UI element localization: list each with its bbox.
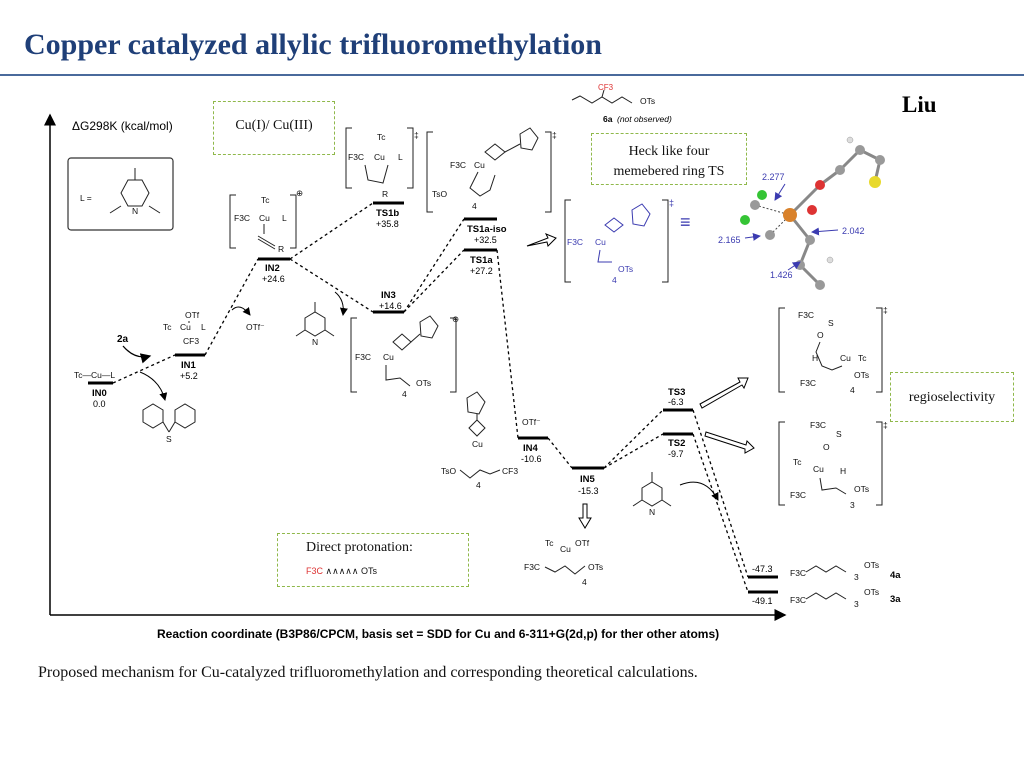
cu-oxidation-note [213, 101, 335, 155]
ts3-dagger: ‡ [883, 305, 888, 315]
ts2-f3c: F3C [810, 420, 827, 430]
in3-value: +14.6 [379, 301, 402, 311]
in2-plus: ⊕ [296, 188, 304, 198]
in3-plus: ⊕ [452, 314, 460, 324]
ts1a-iso-value: +32.5 [474, 235, 497, 245]
6a-not-observed: (not observed) [617, 114, 672, 124]
ts2-value: -9.7 [668, 449, 684, 459]
ts2-s: S [836, 429, 842, 439]
ts3-cu: Cu [840, 353, 851, 363]
heck-block-arrow [527, 234, 556, 246]
in2-value: +24.6 [262, 274, 285, 284]
in0-value: 0.0 [93, 399, 106, 409]
in2-f3c: F3C [234, 213, 251, 223]
6a-ots: OTs [640, 96, 656, 106]
ligand-def-label: L = [80, 193, 92, 203]
in1-tc: Tc [163, 322, 172, 332]
ts3-f3c-2: F3C [800, 378, 817, 388]
pyridine1-n: N [312, 337, 319, 347]
in4-name: IN4 [523, 443, 538, 454]
level-4a-value: -47.3 [752, 564, 773, 574]
in3-cu: Cu [383, 352, 394, 362]
ts3-f3c: F3C [798, 310, 815, 320]
dp-struct-ots: OTs [360, 566, 377, 576]
regioselectivity-note [890, 372, 1014, 422]
in1-otf: OTf [185, 310, 200, 320]
ts1b-l: L [398, 152, 403, 162]
in5-name: IN5 [580, 474, 595, 485]
dp-ots: OTs [588, 562, 604, 572]
heck-dagger: ‡ [669, 198, 675, 208]
p4a-label: 4a [890, 570, 901, 581]
in3-ots: OTs [416, 378, 432, 388]
reagent-2a-label: 2a [117, 334, 129, 345]
distance-1: 2.277 [762, 172, 785, 182]
heck-ots: OTs [618, 264, 634, 274]
pyridine2-n: N [649, 507, 656, 517]
ts3-tc: Tc [858, 353, 867, 363]
dibenzothiophene-structure [143, 404, 195, 432]
ts1b-value: +35.8 [376, 219, 399, 229]
in4-cu: Cu [472, 439, 483, 449]
slide-title: Copper catalyzed allylic trifluoromethylation [24, 28, 602, 61]
ts1b-r: R [382, 189, 389, 199]
6a-label: 6a [603, 114, 613, 124]
dp-struct-chain: ∧∧∧∧∧ [325, 566, 359, 576]
ts3-name: TS3 [668, 387, 686, 398]
in5-down-arrow [579, 504, 591, 528]
ts1b-f3c: F3C [348, 152, 365, 162]
in1-cu: Cu [180, 322, 191, 332]
ts3-h: H [812, 353, 819, 363]
in3-arrow [335, 292, 343, 315]
ts2-o: O [823, 442, 830, 452]
in1-value: +5.2 [180, 371, 198, 381]
ts1b-name: TS1b [376, 208, 400, 219]
ts1a-value: +27.2 [470, 266, 493, 276]
author-label: Liu [902, 92, 937, 117]
heck-equiv: ≡ [680, 212, 691, 232]
dp-cu: Cu [560, 544, 571, 554]
heck-ts-text: Heck like four memebered ring TS [613, 144, 725, 179]
dp-tc: Tc [545, 538, 554, 548]
direct-protonation-note [277, 533, 469, 587]
ts-3d-model [740, 137, 885, 290]
pyridine-structure-1 [296, 302, 334, 336]
in0-name: IN0 [92, 388, 107, 399]
y-axis-label: ΔG298K (kcal/mol) [72, 119, 173, 133]
distance-3: 2.042 [842, 226, 865, 236]
in3-name: IN3 [381, 290, 396, 301]
dp-sub4: 4 [582, 577, 587, 587]
ts2-dagger: ‡ [883, 420, 888, 430]
ts3-block-arrow [700, 378, 748, 408]
ts1b-dagger: ‡ [414, 130, 419, 140]
in1-l: L [201, 322, 206, 332]
pyridine-arrow [680, 482, 718, 500]
dp-struct-f3c: F3C [306, 566, 324, 576]
ts3-value: -6.3 [668, 397, 684, 407]
ts2-f3c-2: F3C [790, 490, 807, 500]
in3-f3c: F3C [355, 352, 372, 362]
in4-sub4: 4 [476, 480, 481, 490]
dp-f3c: F3C [524, 562, 541, 572]
ts2-sub3: 3 [850, 500, 855, 510]
p3a-sub3: 3 [854, 599, 859, 609]
ts1b-tc: Tc [377, 132, 386, 142]
ts1a-iso-name: TS1a-iso [467, 224, 507, 235]
in2-r: R [278, 244, 285, 254]
ts1a-iso-cu: Cu [474, 160, 485, 170]
in1-cf3: CF3 [183, 336, 200, 346]
6a-cf3: CF3 [598, 83, 614, 92]
reagent-arrow [123, 346, 150, 357]
ts1a-name: TS1a [470, 255, 493, 266]
p3a-label: 3a [890, 594, 901, 605]
ts3-o: O [817, 330, 824, 340]
ts1a-iso-sub4: 4 [472, 201, 477, 211]
ligand-n: N [132, 206, 139, 216]
ts2-ots: OTs [854, 484, 870, 494]
p4a-sub3: 3 [854, 572, 859, 582]
heck-ts-note [591, 133, 747, 185]
ts3-sub4: 4 [850, 385, 855, 395]
in4-tso: TsO [441, 466, 457, 476]
p4a-f3c: F3C [790, 568, 807, 578]
heck-f3c: F3C [567, 237, 584, 247]
ts1a-iso-tso: TsO [432, 189, 448, 199]
otf-anion-2: OTf⁻ [522, 417, 541, 427]
level-3a-value: -49.1 [752, 596, 773, 606]
in2-name: IN2 [265, 263, 280, 274]
otf-anion-1: OTf⁻ [246, 322, 265, 332]
otf-release-arrow [232, 307, 250, 315]
heck-sub4: 4 [612, 275, 617, 285]
distance-2: 2.165 [718, 235, 741, 245]
ts2-h: H [840, 466, 847, 476]
dbt-release-arrow [140, 372, 165, 400]
ts2-block-arrow [705, 432, 754, 453]
direct-protonation-structure [306, 566, 468, 577]
in3-sub4: 4 [402, 389, 407, 399]
in2-l: L [282, 213, 287, 223]
ts2-cu: Cu [813, 464, 824, 474]
dbt-s: S [166, 434, 172, 444]
in2-cu: Cu [259, 213, 270, 223]
tc-cu-l-label: Tc—Cu—L [74, 370, 116, 380]
in2-tc: Tc [261, 195, 270, 205]
in4-value: -10.6 [521, 454, 542, 464]
p4a-ots: OTs [864, 560, 880, 570]
ts2-tc: Tc [793, 457, 802, 467]
in5-value: -15.3 [578, 486, 599, 496]
pyridine-structure-2 [633, 472, 671, 506]
distance-4: 1.426 [770, 270, 793, 280]
ts1a-iso-dagger: ‡ [552, 130, 557, 140]
p3a-f3c: F3C [790, 595, 807, 605]
ts2-name: TS2 [668, 438, 686, 449]
ts3-ots: OTs [854, 370, 870, 380]
p3a-ots: OTs [864, 587, 880, 597]
in1-name: IN1 [181, 360, 196, 371]
regioselectivity-text: regioselectivity [908, 390, 996, 405]
heck-cu: Cu [595, 237, 606, 247]
ts1b-cu: Cu [374, 152, 385, 162]
cu-oxidation-text: Cu(I)/ Cu(III) [235, 118, 313, 133]
direct-protonation-text: Direct protonation: [306, 540, 413, 555]
x-axis-label: Reaction coordinate (B3P86/CPCM, basis set = SDD for Cu and 6-311+G(2d,p) for ther other atoms) [157, 627, 720, 641]
ts1a-iso-f3c: F3C [450, 160, 467, 170]
dp-otf: OTf [575, 538, 590, 548]
ts3-s: S [828, 318, 834, 328]
figure-caption: Proposed mechanism for Cu-catalyzed trifluoromethylation and corresponding theoretical calculations. [38, 664, 698, 681]
in4-cf3: CF3 [502, 466, 519, 476]
